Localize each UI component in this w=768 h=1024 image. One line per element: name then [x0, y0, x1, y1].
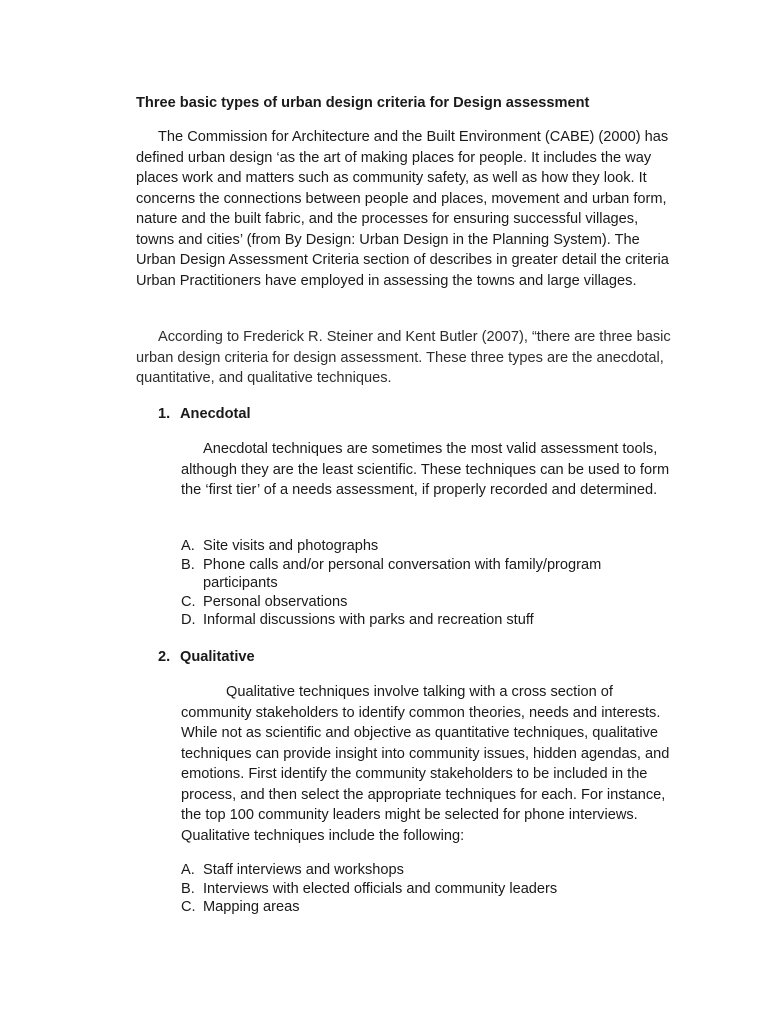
list-item	[181, 861, 641, 880]
list-letter: B.	[181, 556, 195, 573]
list-item	[181, 898, 641, 917]
list-letter: A.	[181, 862, 195, 878]
citation-paragraph: According to Frederick R. Steiner and Kent Butler (2007), “there are three basic urban design criteria for design assessment. These three types are the anecdotal, quantitative, and qualitative techniques.	[136, 329, 671, 386]
section-number: 1.	[158, 406, 171, 422]
section-heading-qualitative	[158, 647, 255, 667]
list-letter: C.	[181, 593, 196, 610]
section-body-anecdotal: Anecdotal techniques are sometimes the most valid assessment tools, although they are the least scientific. These techniques can be used to form the ‘first tier’ of a needs assessment, if properly recorded and determined.	[181, 441, 670, 498]
list-item	[181, 880, 641, 899]
anecdotal-list	[181, 537, 641, 630]
section-title: Qualitative	[180, 649, 255, 665]
qualitative-list	[181, 861, 641, 917]
list-letter: D.	[181, 612, 196, 628]
section-heading-anecdotal	[158, 404, 251, 424]
list-item-text: Staff interviews and workshops	[203, 862, 404, 878]
section-number: 2.	[158, 649, 171, 665]
list-item-text: Site visits and photographs	[203, 538, 379, 554]
document-heading: Three basic types of urban design criteria for Design assessment	[136, 95, 590, 111]
list-item	[181, 611, 641, 630]
intro-paragraph: The Commission for Architecture and the Built Environment (CABE) (2000) has defined urban design ‘as the art of making places for people. It includes the way places work and matters such as community safety, as well as how they look. It concerns the connections between people and places, movement and urban form, nature and the built fabric, and the processes for ensuring successful villages, towns and cities’ (from By Design: Urban Design in the Planning System). The Urban Design Assessment Criteria section of describes in greater detail the criteria Urban Practitioners have employed in assessing the towns and large villages.	[136, 129, 669, 289]
list-item-text: Mapping areas	[203, 899, 300, 915]
list-item	[181, 556, 641, 593]
list-item-text: Interviews with elected officials and community leaders	[203, 880, 558, 897]
list-item-text: Phone calls and/or personal conversation with family/program participants	[203, 556, 602, 591]
list-item	[181, 593, 641, 612]
section-title: Anecdotal	[180, 406, 251, 422]
list-item-text: Informal discussions with parks and recreation stuff	[203, 612, 534, 628]
list-item-text: Personal observations	[203, 593, 348, 610]
list-letter: B.	[181, 880, 195, 897]
list-item	[181, 537, 641, 556]
list-letter: C.	[181, 899, 196, 915]
section-body-qualitative: Qualitative techniques involve talking with a cross section of community stakeholders to identify common theories, needs and interests. While not as scientific and objective as quantitative techniques, qualitative techniques can provide insight into community issues, hidden agendas, and emotions. First identify the community stakeholders to be included in the process, and then select the appropriate techniques for each. For instance, the top 100 community leaders might be selected for phone interviews. Qualitative techniques include the following:	[181, 684, 670, 844]
list-letter: A.	[181, 538, 195, 554]
